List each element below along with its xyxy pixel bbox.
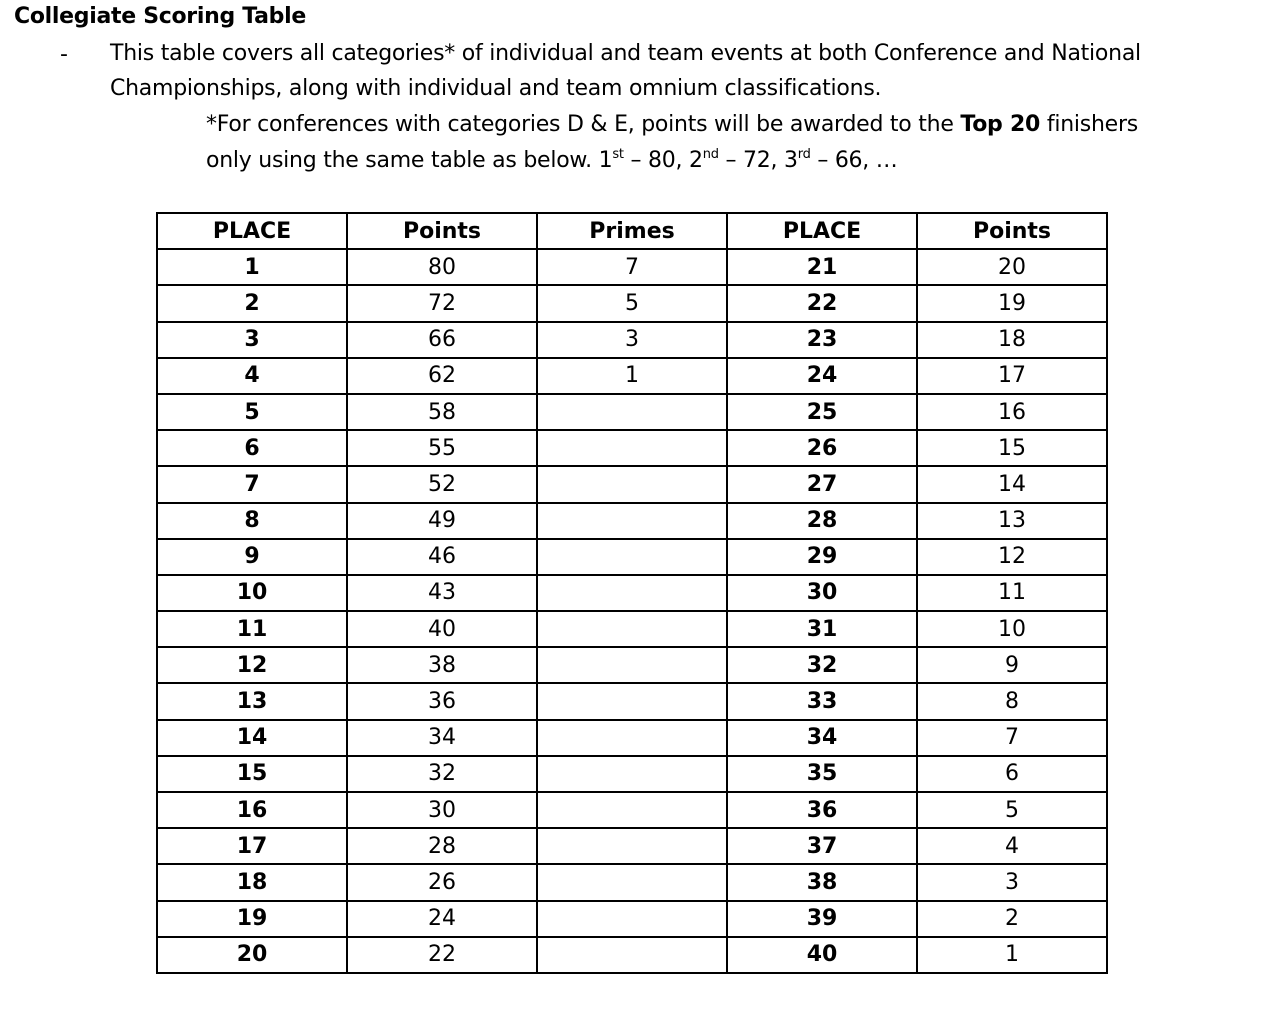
place-cell: 6: [157, 430, 347, 466]
place-cell: 21: [727, 249, 917, 285]
ordinal-st: st: [612, 147, 624, 162]
table-row: [157, 285, 1107, 321]
header-points-1: Points: [347, 213, 537, 249]
table-row: [157, 430, 1107, 466]
points-cell: 5: [917, 792, 1107, 828]
place-cell: 12: [157, 647, 347, 683]
table-row: [157, 864, 1107, 900]
primes-cell: [537, 611, 727, 647]
ordinal-nd: nd: [702, 147, 719, 162]
primes-cell: [537, 756, 727, 792]
footnote-end: – 66, …: [810, 148, 898, 173]
intro-line-2: Championships, along with individual and team omnium classifications.: [110, 76, 882, 101]
points-cell: 15: [917, 430, 1107, 466]
table-row: [157, 647, 1107, 683]
table-row: [157, 539, 1107, 575]
primes-cell: [537, 864, 727, 900]
table-row: [157, 937, 1107, 973]
place-cell: 11: [157, 611, 347, 647]
footnote-post: finishers: [1040, 112, 1138, 137]
points-cell: 46: [347, 539, 537, 575]
points-cell: 62: [347, 358, 537, 394]
ordinal-rd: rd: [797, 147, 811, 162]
place-cell: 36: [727, 792, 917, 828]
place-cell: 5: [157, 394, 347, 430]
table-row: [157, 683, 1107, 719]
primes-cell: [537, 720, 727, 756]
place-cell: 34: [727, 720, 917, 756]
place-cell: 2: [157, 285, 347, 321]
points-cell: 49: [347, 503, 537, 539]
table-row: [157, 394, 1107, 430]
points-cell: 2: [917, 901, 1107, 937]
place-cell: 22: [727, 285, 917, 321]
scoring-table: [156, 212, 1108, 974]
footnote-pre: *For conferences with categories D & E, points will be awarded to the: [206, 112, 961, 137]
footnote-mid-1: – 80, 2: [623, 148, 703, 173]
header-row: [157, 213, 1107, 249]
primes-cell: 3: [537, 322, 727, 358]
primes-cell: [537, 937, 727, 973]
footnote-bold: Top 20: [960, 112, 1041, 137]
points-cell: 55: [347, 430, 537, 466]
place-cell: 18: [157, 864, 347, 900]
primes-cell: [537, 503, 727, 539]
bullet-dash: -: [60, 42, 68, 67]
place-cell: 39: [727, 901, 917, 937]
place-cell: 31: [727, 611, 917, 647]
points-cell: 12: [917, 539, 1107, 575]
place-cell: 29: [727, 539, 917, 575]
points-cell: 32: [347, 756, 537, 792]
table-row: [157, 503, 1107, 539]
header-points-2: Points: [917, 213, 1107, 249]
table-row: [157, 792, 1107, 828]
place-cell: 37: [727, 828, 917, 864]
table-row: [157, 249, 1107, 285]
place-cell: 13: [157, 683, 347, 719]
place-cell: 14: [157, 720, 347, 756]
points-cell: 19: [917, 285, 1107, 321]
footnote-line2-pre: only using the same table as below. 1: [206, 148, 613, 173]
primes-cell: [537, 575, 727, 611]
points-cell: 18: [917, 322, 1107, 358]
intro-line-1: This table covers all categories* of individual and team events at both Conference and National: [110, 41, 1141, 66]
points-cell: 4: [917, 828, 1107, 864]
table-row: [157, 756, 1107, 792]
primes-cell: 1: [537, 358, 727, 394]
place-cell: 7: [157, 466, 347, 502]
points-cell: 8: [917, 683, 1107, 719]
points-cell: 24: [347, 901, 537, 937]
footnote-line-1: [206, 107, 1256, 143]
place-cell: 15: [157, 756, 347, 792]
table-row: [157, 720, 1107, 756]
place-cell: 19: [157, 901, 347, 937]
table-row: [157, 611, 1107, 647]
points-cell: 3: [917, 864, 1107, 900]
table-row: [157, 322, 1107, 358]
points-cell: 17: [917, 358, 1107, 394]
points-cell: 26: [347, 864, 537, 900]
primes-cell: 5: [537, 285, 727, 321]
points-cell: 20: [917, 249, 1107, 285]
points-cell: 1: [917, 937, 1107, 973]
points-cell: 7: [917, 720, 1107, 756]
points-cell: 28: [347, 828, 537, 864]
place-cell: 32: [727, 647, 917, 683]
primes-cell: [537, 828, 727, 864]
place-cell: 26: [727, 430, 917, 466]
points-cell: 40: [347, 611, 537, 647]
points-cell: 38: [347, 647, 537, 683]
footnote-mid-2: – 72, 3: [718, 148, 798, 173]
footnote: [206, 107, 1256, 179]
table-row: [157, 901, 1107, 937]
place-cell: 8: [157, 503, 347, 539]
table-row: [157, 828, 1107, 864]
points-cell: 14: [917, 466, 1107, 502]
points-cell: 6: [917, 756, 1107, 792]
place-cell: 20: [157, 937, 347, 973]
points-cell: 10: [917, 611, 1107, 647]
place-cell: 16: [157, 792, 347, 828]
table-body: [157, 249, 1107, 973]
primes-cell: [537, 539, 727, 575]
intro-paragraph: [110, 36, 1250, 106]
points-cell: 80: [347, 249, 537, 285]
place-cell: 25: [727, 394, 917, 430]
table-row: [157, 358, 1107, 394]
place-cell: 9: [157, 539, 347, 575]
points-cell: 34: [347, 720, 537, 756]
place-cell: 28: [727, 503, 917, 539]
table-row: [157, 466, 1107, 502]
primes-cell: [537, 647, 727, 683]
place-cell: 35: [727, 756, 917, 792]
place-cell: 10: [157, 575, 347, 611]
points-cell: 22: [347, 937, 537, 973]
points-cell: 66: [347, 322, 537, 358]
header-primes: Primes: [537, 213, 727, 249]
primes-cell: [537, 430, 727, 466]
header-place-2: PLACE: [727, 213, 917, 249]
points-cell: 9: [917, 647, 1107, 683]
footnote-line-2: [206, 143, 1256, 179]
primes-cell: 7: [537, 249, 727, 285]
primes-cell: [537, 394, 727, 430]
table-row: [157, 575, 1107, 611]
points-cell: 16: [917, 394, 1107, 430]
place-cell: 38: [727, 864, 917, 900]
page-title: Collegiate Scoring Table: [14, 4, 306, 29]
place-cell: 3: [157, 322, 347, 358]
primes-cell: [537, 683, 727, 719]
header-place-1: PLACE: [157, 213, 347, 249]
place-cell: 27: [727, 466, 917, 502]
place-cell: 23: [727, 322, 917, 358]
primes-cell: [537, 792, 727, 828]
points-cell: 30: [347, 792, 537, 828]
points-cell: 52: [347, 466, 537, 502]
place-cell: 1: [157, 249, 347, 285]
primes-cell: [537, 901, 727, 937]
place-cell: 17: [157, 828, 347, 864]
points-cell: 36: [347, 683, 537, 719]
place-cell: 30: [727, 575, 917, 611]
points-cell: 58: [347, 394, 537, 430]
points-cell: 13: [917, 503, 1107, 539]
primes-cell: [537, 466, 727, 502]
place-cell: 33: [727, 683, 917, 719]
points-cell: 72: [347, 285, 537, 321]
points-cell: 43: [347, 575, 537, 611]
place-cell: 24: [727, 358, 917, 394]
points-cell: 11: [917, 575, 1107, 611]
place-cell: 40: [727, 937, 917, 973]
place-cell: 4: [157, 358, 347, 394]
